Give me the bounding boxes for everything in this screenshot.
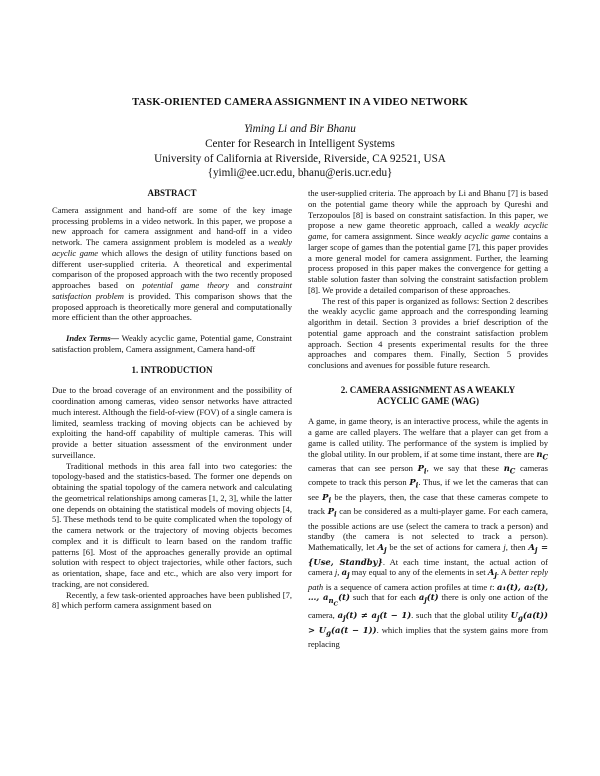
index-terms: Index Terms— Weakly acyclic game, Potential game, Constraint satisfaction problem, Camera assignment, Camera hand-off	[52, 333, 292, 354]
intro-paragraph-2: Traditional methods in this area fall into two categories: the topology-based and the statistics-based. The former one depends on obtaining the spatial topology of the camera network and calculating the geometrical relationships among cameras [1, 2, 3], while the latter one depends on obtaining the statistical models of moving objects [4, 5]. These methods tend to be quite complicated when the topology of the camera network or the trajectory of moving objects becomes complex and it is difficult to learn based on the random traffic patterns [6]. Most of the approaches generally provide an optimal solution with respect to object trajectories, while other factors, such as orientation, shape, face and etc., which are also very import for tracking, are not considered.	[52, 460, 292, 589]
author-block	[40, 122, 560, 181]
intro-paragraph-3: Recently, a few task-oriented approaches have been published [7, 8] which perform camera assignment based on	[52, 589, 292, 611]
author-names: Yiming Li and Bir Bhanu	[244, 123, 356, 135]
intro-heading: 1. INTRODUCTION	[131, 364, 213, 375]
paper-title: TASK-ORIENTED CAMERA ASSIGNMENT IN A VIDEO NETWORK	[132, 97, 468, 108]
section2-heading: 2. CAMERA ASSIGNMENT AS A WEAKLY ACYCLIC GAME (WAG)	[340, 384, 516, 406]
section2-paragraph: A game, in game theory, is an interactive process, while the agents in a game are called players. The welfare that a player can get from a game is called utility. The performance of the system is implied by the global utility. In our problem, if at some time instant, there are $n_C$ cameras that can see person $P_i$, we say that these $n_C$ cameras compete to track this person $P_i$. Thus, if we let the cameras that can see $P_i$ be the players, then, the case that these cameras compete to track $P_i$ can be considered as a multi-player game. For each camera, the possible actions are use (select the camera to track a person) and standby (the camera is not selected to track a person). Mathematically, let $A_j$ be the set of actions for camera j, then $A_j = \{Use$, Standby}. At each time instant, the actual action of camera j, $a_j$ may equal to any of the elements in set $A_j$. A better reply path is a sequence of camera action profiles at time t: a₁(t), a₂(t), …, $a_{n_C}(t)$ such that for each $a_j(t)$ there is only one action of the camera, $a_j(t) \ne a_j(t - 1)$. such that the global utility $U_g(a(t)) > U_g(a(t - 1))$. which implies that the system gains more from replacing	[308, 416, 549, 650]
left-column	[52, 188, 292, 611]
right-column	[308, 188, 548, 650]
affiliation-university: University of California at Riverside, Riverside, CA 92521, USA	[154, 152, 446, 165]
abstract-paragraph: Camera assignment and hand-off are some of the key image processing problems in a video network. In this paper, we propose a new approach for camera assignment and hand-off in a video network. The camera assignment problem is modeled as a weakly acyclic game which allows the design of utility functions based on different user-supplied criteria. A theoretical and experimental comparison of the proposed approach with the two recently proposed approaches based on potential game theory and constraint satisfaction problem is provided. This comparison shows that the proposed approach is theoretically more general and computationally more efficient than the other approaches.	[52, 204, 292, 323]
intro-paragraph-1: Due to the broad coverage of an environment and the possibility of coordination among cameras, video sensor networks have attracted much interest. Although the field-of-view (FOV) of a single camera is limited, seamless tracking of moving objects can be achieved by exploiting the hand-off capability of multiple cameras. This will provide a better situation assessment of the environment under surveillance.	[52, 385, 292, 460]
paper-organization-paragraph: The rest of this paper is organized as follows: Section 2 describes the weakly acyclic game approach and the corresponding learning algorithm in detail. Section 3 provides a brief description of the potential game approach and the constraint satisfaction problem approach. Section 4 presents experimental results for the three approaches and compares them. Finally, Section 5 provides conclusions and avenues for possible future research.	[308, 295, 548, 370]
intro-continuation-paragraph: the user-supplied criteria. The approach by Li and Bhanu [7] is based on the potential game theory while the approach by Qureshi and Terzopoulos [8] is based on constraint satisfaction. In this paper, we propose a new game theoretic approach, called a weakly acyclic game, for camera assignment. Since weakly acyclic game contains a larger scope of games than the potential game [7], this paper provides a more general model for camera assignment. Further, the learning process proposed in this paper makes the convergence for getting a stable solution faster than solving the constraint satisfaction problem [8]. We provide a detailed comparison of these approaches.	[308, 188, 548, 295]
affiliation-center: Center for Research in Intelligent Systems	[205, 137, 395, 150]
author-emails: {yimli@ee.ucr.edu, bhanu@eris.ucr.edu}	[207, 167, 393, 180]
abstract-heading: ABSTRACT	[147, 188, 197, 198]
